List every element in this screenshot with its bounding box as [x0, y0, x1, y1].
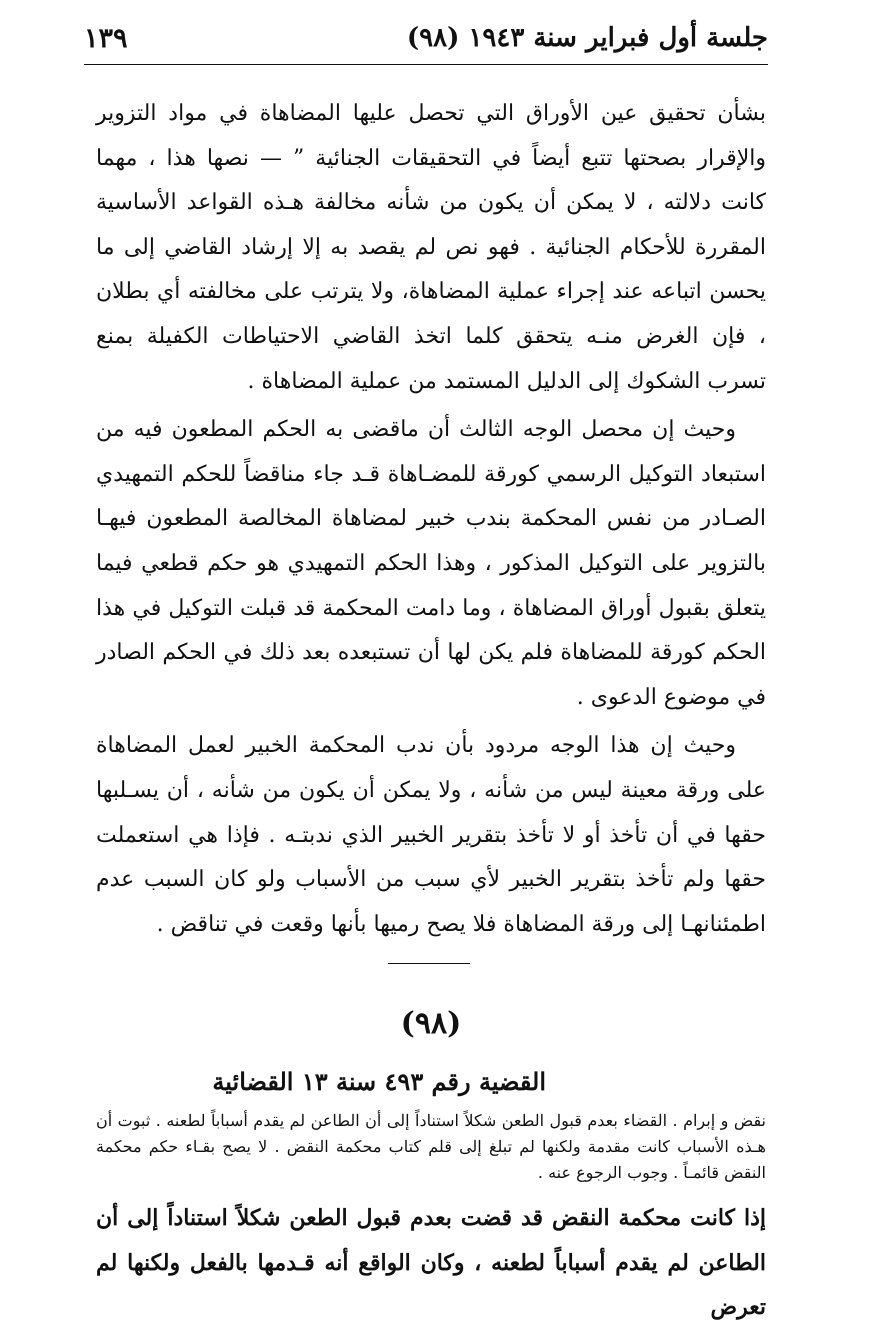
paragraph-continued: بشأن تحقيق عين الأوراق التي تحصل عليها المضاهاة في مواد التزوير والإقرار بصحتها تتبع أيضاً في التحقيقات الجنائية ” — نصها هذا ، مهما كانت دلالته ، لا يمكن أن يكون من شأنه مخالفة هـذه القواعد الأساسية المقررة للأحكام الجنائية . فهو نص لم يقصد به إلا إرشاد القاضي إلى ما يحسن اتباعه عند إجراء عملية المضاهاة، ولا يترتب على مخالفته أي بطلان ، فإن الغرض منـه يتحقق كلما اتخذ القاضي الاحتياطات الكفيلة بمنع تسرب الشكوك إلى الدليل المستمد من عملية المضاهاة .	[96, 101, 766, 394]
case-number: (٩٨)	[400, 1006, 462, 1042]
section-divider	[388, 963, 470, 964]
paragraph-ground-rebuttal: وحيث إن هذا الوجه مردود بأن ندب المحكمة الخبير لعمل المضاهاة على ورقة معينة ليس من شأنه ، ولا يمكن أن يكون من شأنه ، أن يسـلبها حقها في أن تأخذ أو لا تأخذ بتقرير الخبير الذي ندبتـه . فإذا هي استعملت حقها ولم تأخذ بتقرير الخبير لأي سبب من الأسباب ولو كان السبب عدم اطمئنانهـا إلى ورقة المضاهاة فلا يصح رميها بأنها وقعت في تناقض .	[96, 733, 766, 937]
case-headnote: نقض و إبرام . القضاء بعدم قبول الطعن شكلاً استناداً إلى أن الطاعن لم يقدم أسباباً لطعنه . ثبوت أن هـذه الأسباب كانت مقدمة ولكنها لم تبلغ إلى قلم كتاب محكمة النقض . لا يصح بقـاء حكم محكمة النقض قائمـاً . وجوب الرجوع عنه .	[96, 1111, 766, 1183]
paragraph-third-ground: وحيث إن محصل الوجه الثالث أن ماقضى به الحكم المطعون فيه من استبعاد التوكيل الرسمي كورقة للمضـاهاة قـد جاء مناقضاً للحكم التمهيدي الصـادر من نفس المحكمة بندب خبير لمضاهاة المخالصة المطعون فيهـا بالتزوير على التوكيل المذكور ، وهذا الحكم التمهيدي هو حكم قطعي فيما يتعلق بقبول أوراق المضاهاة ، وما دامت المحكمة قد قبلت التوكيل في هذا الحكم كورقة للمضاهاة فلم يكن لها أن تستبعده بعد ذلك في الحكم الصادر في موضوع الدعوى .	[96, 417, 766, 710]
page-header	[84, 18, 768, 58]
header-divider	[84, 64, 768, 65]
case-title: القضية رقم ٤٩٣ سنة ١٣ القضائية	[212, 1067, 546, 1097]
running-title: جلسة أول فبراير سنة ١٩٤٣ (٩٨)	[406, 23, 768, 53]
case-lead-paragraph: إذا كانت محكمة النقض قد قضت بعدم قبول الطعن شكلاً استناداً إلى أن الطاعن لم يقدم أسباباً لطعنه ، وكان الواقع أنه قـدمها بالفعل ولكنها لم تعرض	[96, 1205, 766, 1321]
page-number: ١٣٩	[84, 22, 128, 54]
page-body	[96, 92, 766, 1330]
